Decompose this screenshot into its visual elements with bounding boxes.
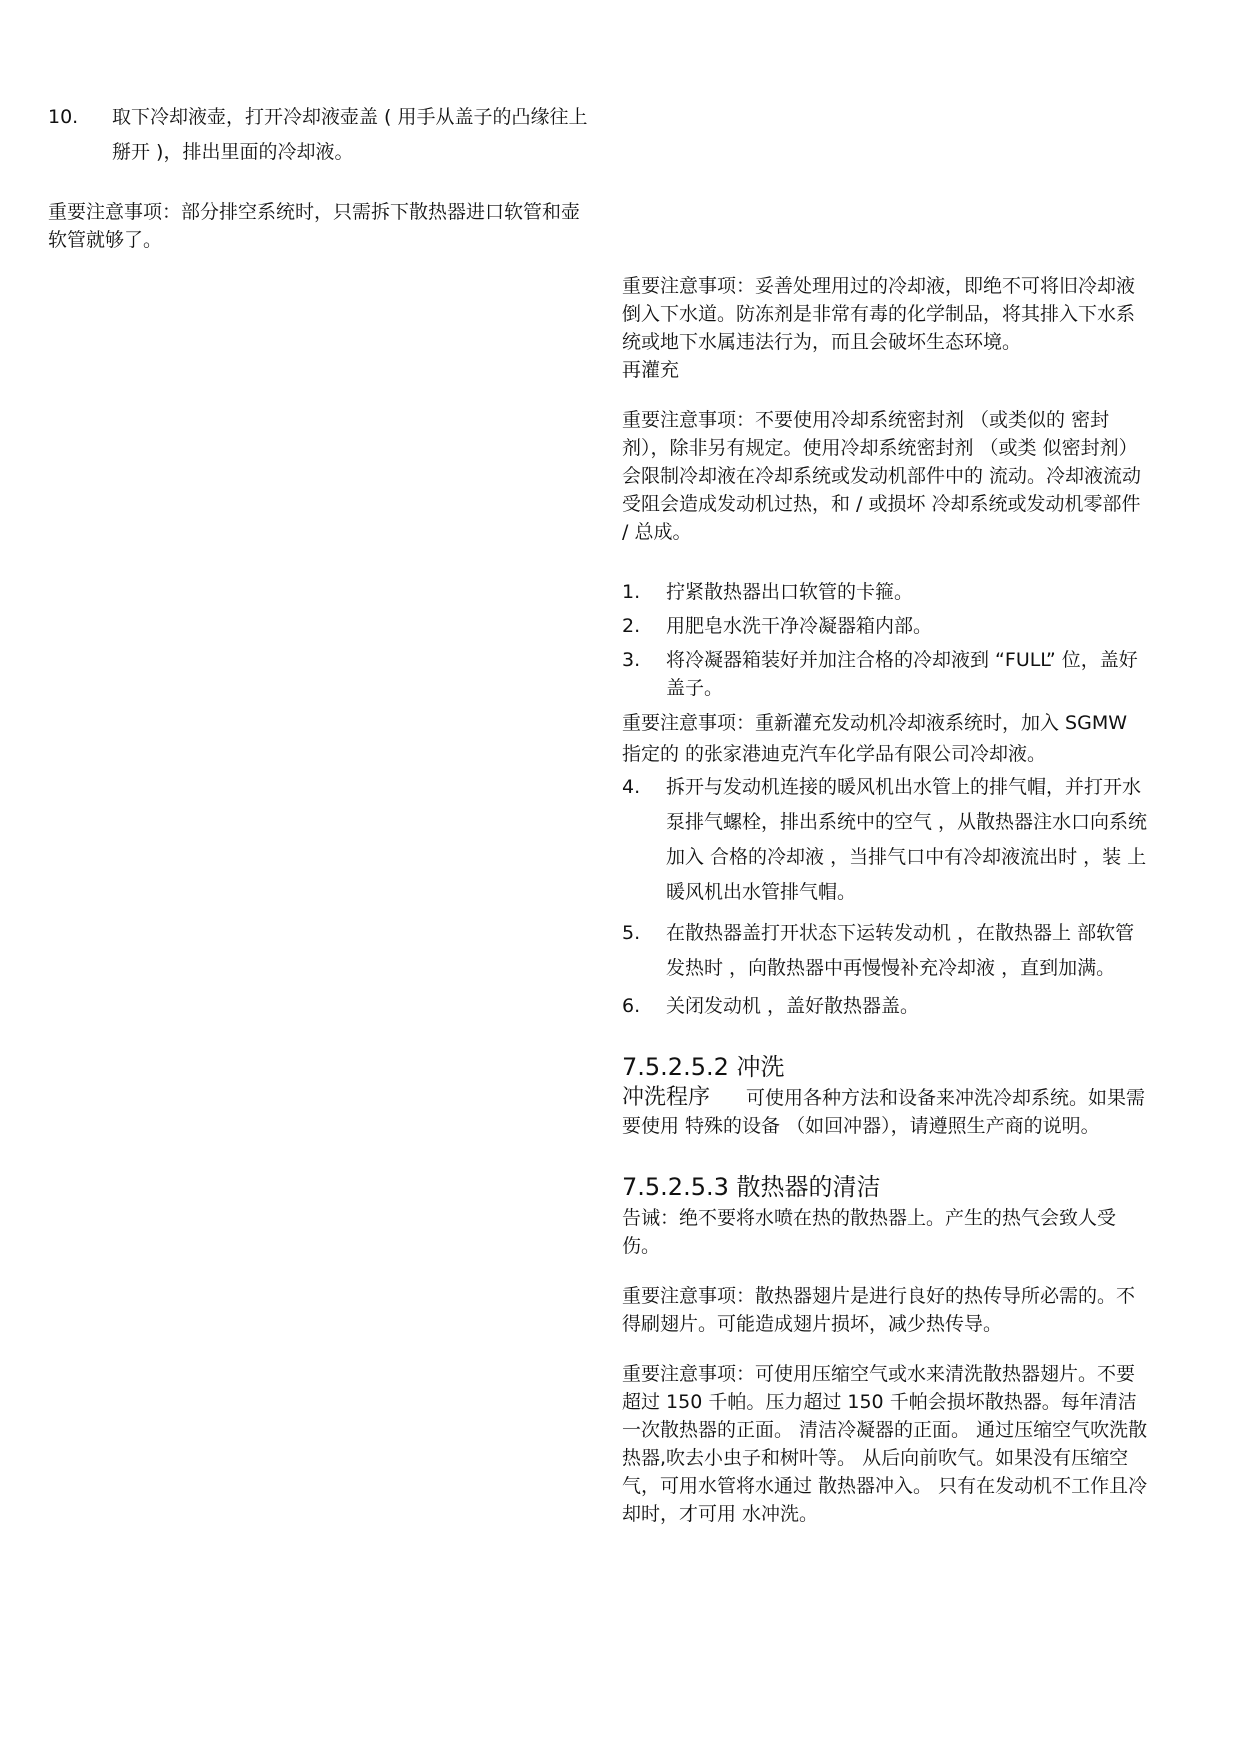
step-text: 拧紧散热器出口软管的卡箍。 xyxy=(666,581,914,603)
note-partial-drain: 重要注意事项：部分排空系统时，只需拆下散热器进口软管和壶软管就够了。 xyxy=(48,201,581,251)
flush-text: 可使用各种方法和设备来冲洗冷却系统。如果需要使用 特殊的设备 （如回冲器），请遵照生产商的说明。 xyxy=(622,1087,1146,1137)
note-disposal: 重要注意事项：妥善处理用过的冷却液，即绝不可将旧冷却液倒入下水道。防冻剂是非常有毒的化学制品，将其排入下水系统或地下水属违法行为，而且会破坏生态环境。 xyxy=(622,275,1136,353)
step-text: 在散热器盖打开状态下运转发动机 ，在散热器上 部软管发热时 ，向散热器中再慢慢补充冷却液 ，直到加满。 xyxy=(666,922,1135,979)
step-5 xyxy=(622,916,1150,986)
step-number: 2. xyxy=(622,615,641,637)
step-4 xyxy=(622,770,1150,910)
step-text: 拆开与发动机连接的暖风机出水管上的排气帽，并打开水泵排气螺栓，排出系统中的空气 ，从散热器注水口向系统加入 合格的冷却液 ，当排气口中有冷却液流出时 ，装 上暖风机出水管排气帽。 xyxy=(666,776,1148,903)
step-number: 1. xyxy=(622,581,641,603)
step-number: 5. xyxy=(622,922,641,944)
note-fins: 重要注意事项：散热器翅片是进行良好的热传导所必需的。不得刷翅片。可能造成翅片损坏，减少热传导。 xyxy=(622,1285,1136,1335)
step-1 xyxy=(622,578,1150,606)
step-number: 10. xyxy=(48,106,79,128)
step-text: 用肥皂水洗干净冷凝器箱内部。 xyxy=(666,615,933,637)
flush-heading: 7.5.2.5.2 冲洗 xyxy=(622,1053,785,1081)
right-column xyxy=(622,272,1150,1528)
refill-title: 再灌充 xyxy=(622,359,680,381)
radiator-heading: 7.5.2.5.3 散热器的清洁 xyxy=(622,1173,881,1201)
note-air: 重要注意事项：可使用压缩空气或水来清洗散热器翅片。不要超过 150 千帕。压力超过 150 千帕会损坏散热器。每年清洁一次散热器的正面。 清洁冷凝器的正面。 通过压缩空气吹洗散热器,吹去小虫子和树叶等。 从后向前吹气。如果没有压缩空气，可用水管将水通过 散热器冲入。 只有在发动机不工作且冷却时，才可用 水冲洗。 xyxy=(622,1363,1148,1525)
step-number: 3. xyxy=(622,649,641,671)
step-3 xyxy=(622,646,1150,702)
flush-paragraph xyxy=(622,1084,1150,1140)
left-column xyxy=(48,100,588,254)
step-10 xyxy=(48,100,588,170)
step-number: 4. xyxy=(622,776,641,798)
step-2 xyxy=(622,612,1150,640)
note-sealant: 重要注意事项：不要使用冷却系统密封剂 （或类似的 密封剂），除非另有规定。使用冷却系统密封剂 （或类 似密封剂）会限制冷却液在冷却系统或发动机部件中的 流动。冷却液流动受阻会造成发动机过热，和 / 或损坏 冷却系统或发动机零部件 / 总成。 xyxy=(622,409,1142,543)
step-text: 关闭发动机 ，盖好散热器盖。 xyxy=(666,995,920,1017)
step-text: 将冷凝器箱装好并加注合格的冷却液到 “FULL” 位，盖好盖子。 xyxy=(666,649,1138,699)
note-sgmw: 重要注意事项：重新灌充发动机冷却液系统时，加入 SGMW 指定的 的张家港迪克汽车化学品有限公司冷却液。 xyxy=(622,712,1128,765)
step-6 xyxy=(622,992,1150,1020)
step-number: 6. xyxy=(622,995,641,1017)
step-text: 取下冷却液壶，打开冷却液壶盖 ( 用手从盖子的凸缘往上掰开 )，排出里面的冷却液。 xyxy=(112,106,588,163)
warning-text: 告诫：绝不要将水喷在热的散热器上。产生的热气会致人受伤。 xyxy=(622,1207,1117,1257)
flush-lead: 冲洗程序 xyxy=(622,1085,711,1110)
